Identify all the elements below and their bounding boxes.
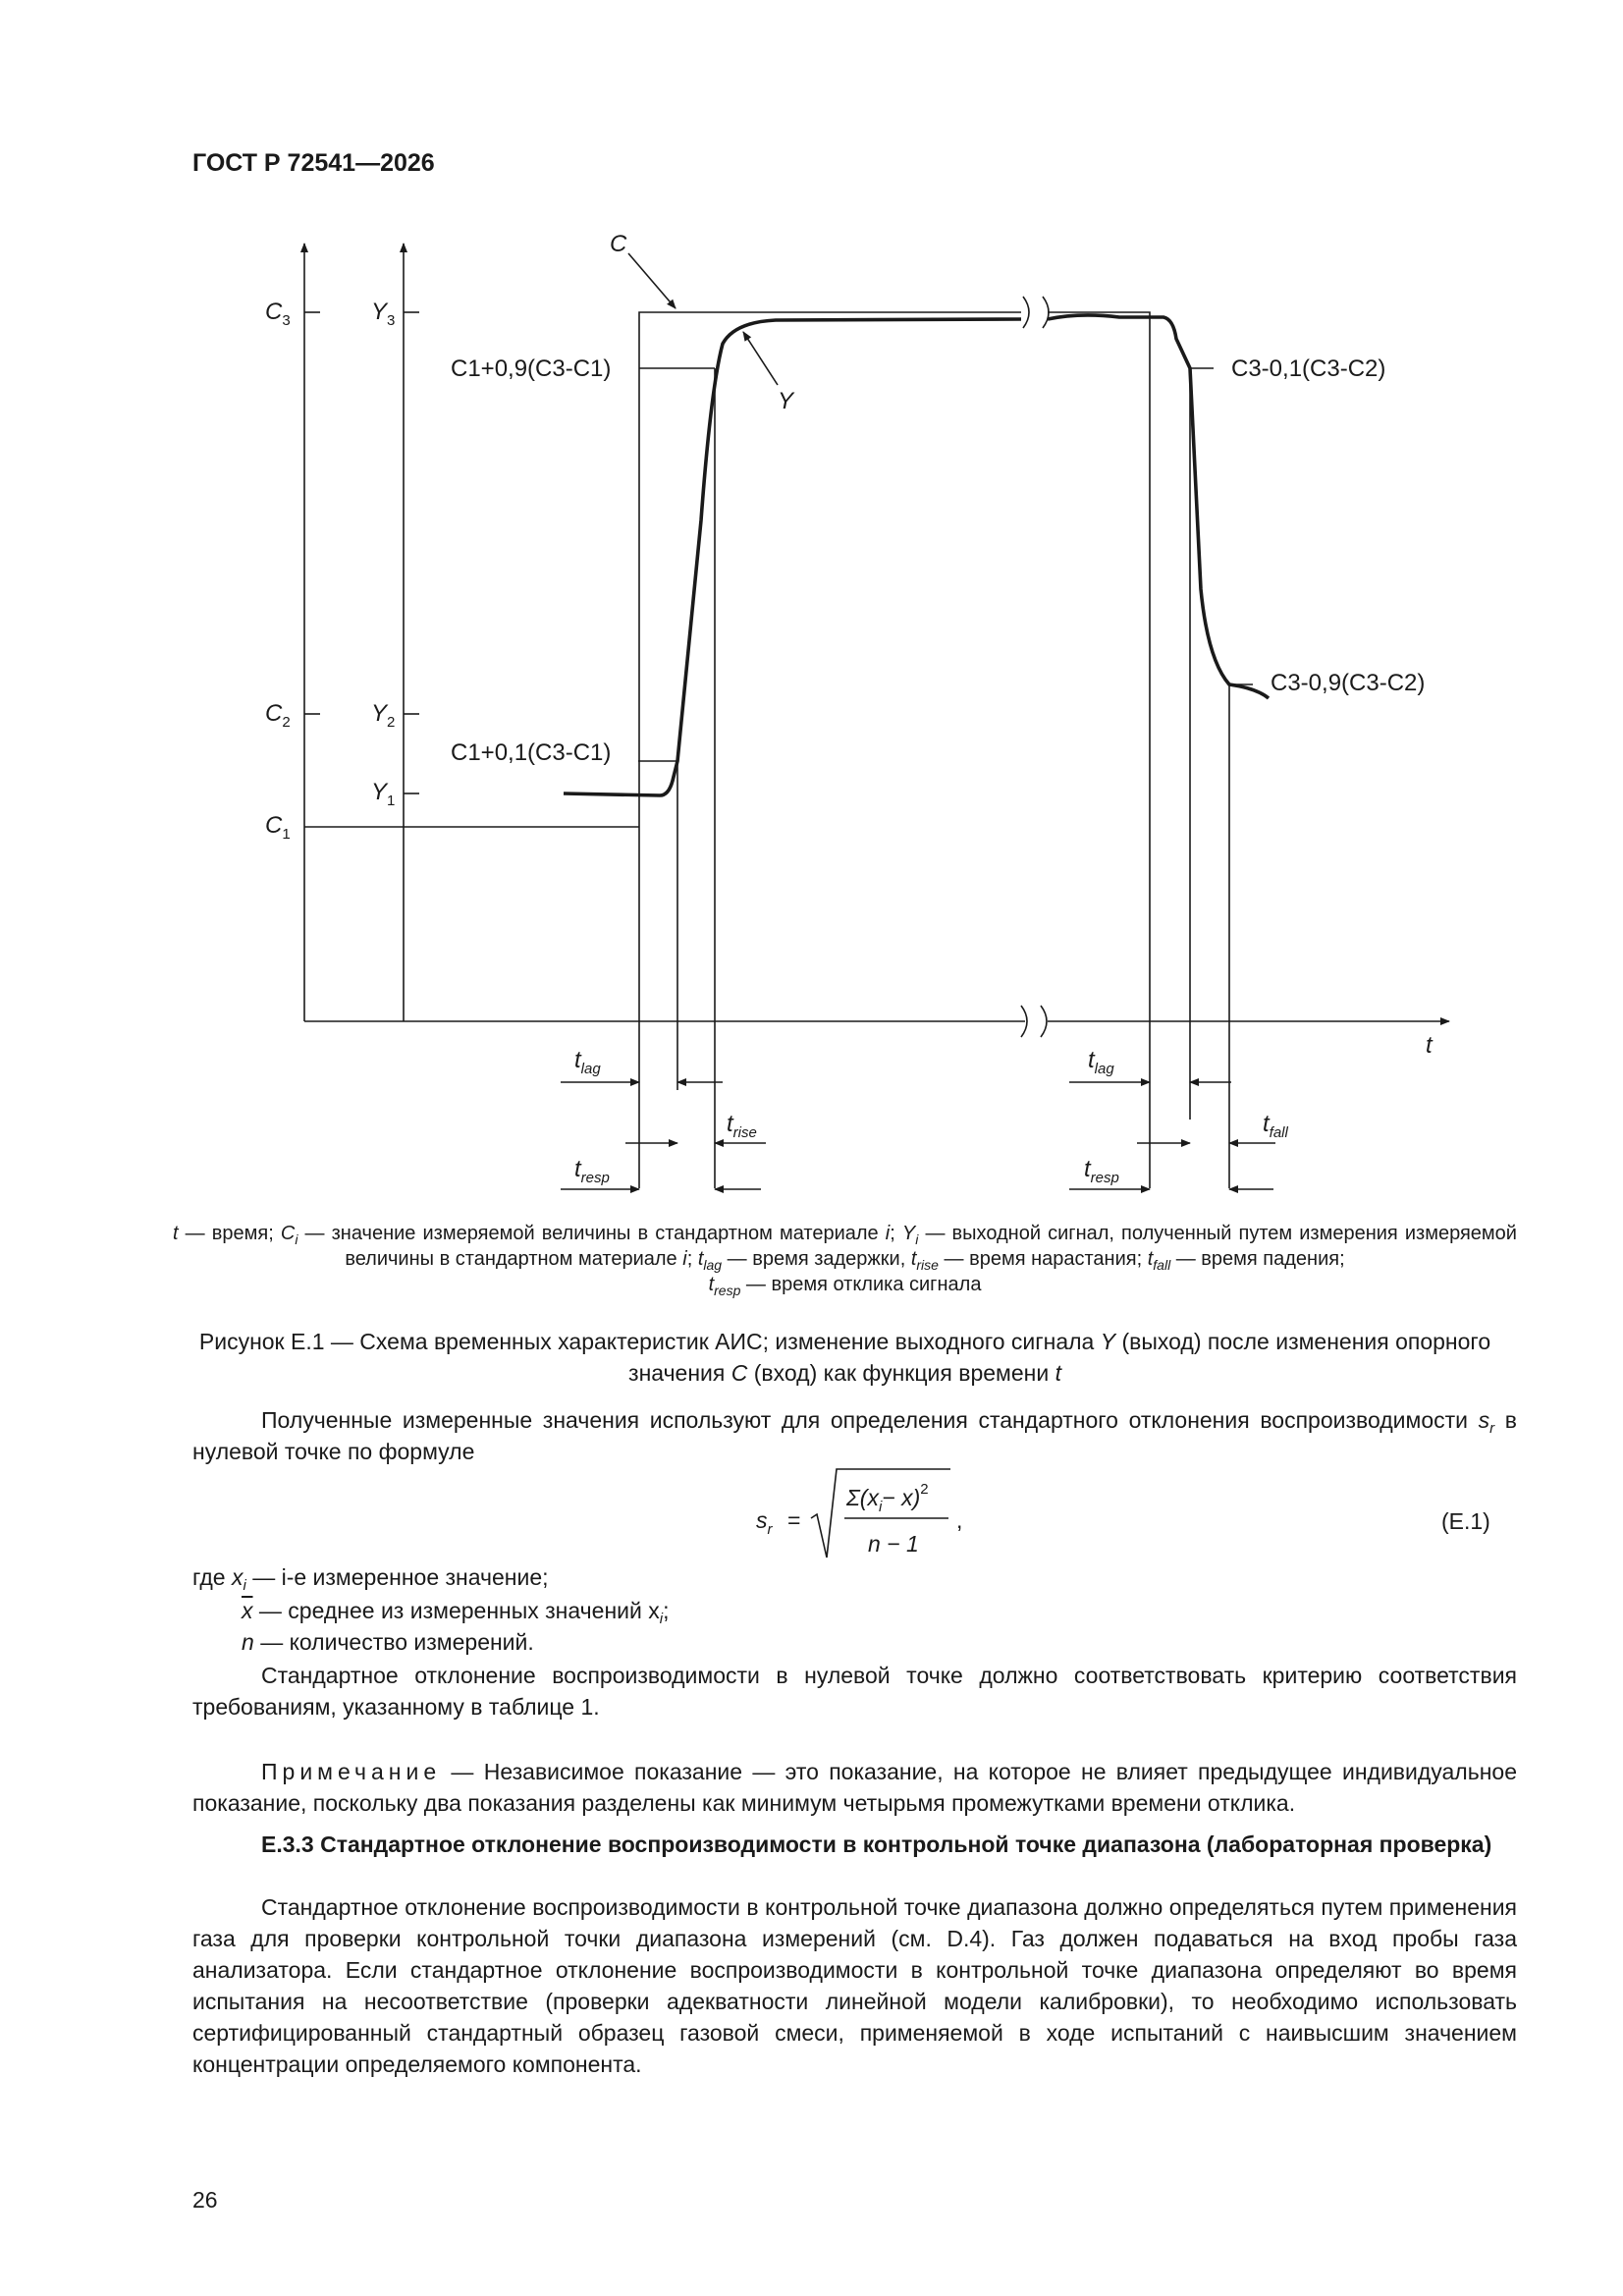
equation-number: (Е.1) [1441, 1508, 1490, 1534]
label-rise-10: C1+0,1(C3-C1) [451, 739, 612, 766]
figure-legend: t — время; $C_i$ — значение измеряемой величины в стандартном материале i; $Y_i$ — выходной сигнал, полученный путем измерения измеряемой величины в стандартном материале i; $t_{lag}$ — время задержки, $t_{rise}$ — время нарастания; $t_{fall}$ — время падения; $t_{resp}$ — время отклика сигнала [173, 1223, 1517, 1298]
label-y3: $Y_3$ [371, 299, 396, 329]
label-t-lag-2: $t_{lag}$ [1088, 1047, 1114, 1077]
section-body: Стандартное отклонение воспроизводимости в контрольной точке диапазона должно определяться путем применения газа для проверки контрольной точки диапазона измерений (см. D.4). Газ должен подаваться на вход пробы газа анализатора. Если стандартное отклонение воспроизводимости в контрольной точке диапазона определяют во время испытания на несоответствие (проверки адекватности линейной модели калибровки), то необходимо использовать сертифицированный стандартный образец газовой смеси, применяемой в ходе испытаний с наивысшим значением концентрации определяемого компонента. [192, 1894, 1517, 2077]
label-t-rise: $t_{rise}$ [727, 1111, 757, 1141]
output-signal-y [564, 315, 1269, 795]
figure-caption: Рисунок Е.1 — Схема временных характеристик АИС; изменение выходного сигнала Y (выход) после изменения опорного значения C (вход) как функция времени t [198, 1329, 1491, 1386]
svg-text:Σ(xi− x)2: $\Sigma(x_i- x)^2$ [846, 1481, 929, 1515]
formula-e1 [727, 1461, 982, 1579]
label-rise-90: C1+0,9(C3-C1) [451, 355, 612, 382]
page-header: ГОСТ Р 72541—2026 [192, 149, 435, 177]
svg-text:=: = [787, 1507, 801, 1533]
svg-text:n − 1: n − 1 [868, 1531, 919, 1557]
label-t-fall: $t_{fall}$ [1263, 1111, 1288, 1141]
definition-mean: $\overline{x}$ — среднее из измеренных значений $x_i$; [242, 1598, 670, 1627]
svg-text:,: , [956, 1507, 963, 1533]
label-y1: $Y_1$ [371, 779, 396, 809]
label-t-lag-1: $t_{lag}$ [574, 1047, 601, 1077]
section-heading: Е.3.3 Стандартное отклонение воспроизводимости в контрольной точке диапазона (лабораторная проверка) [261, 1831, 1492, 1857]
label-t: t [1426, 1032, 1433, 1059]
label-fall-90: C3-0,9(C3-C2) [1271, 670, 1426, 696]
label-fall-10: C3-0,1(C3-C2) [1231, 355, 1386, 382]
definition-n: n — количество измерений. [242, 1629, 534, 1655]
label-c2: $C_2$ [265, 700, 291, 731]
page-number: 26 [192, 2187, 218, 2213]
paragraph-intro: Полученные измеренные значения используют для определения стандартного отклонения воспроизводимости $s_r$ в нулевой точке по формуле [192, 1407, 1517, 1464]
note: Примечание — Независимое показание — это показание, на которое не влияет предыдущее индивидуальное показание, поскольку два показания разделены как минимум четырьмя промежутками времени отклика. [192, 1759, 1517, 1816]
definition-xi: где $x_i$ — i-е измеренное значение; [192, 1564, 549, 1594]
input-step-c [639, 312, 1021, 1021]
svg-text:sr: $s_r$ [756, 1507, 773, 1538]
paragraph-criteria: Стандартное отклонение воспроизводимости в нулевой точке должно соответствовать критерию соответствия требованиям, указанному в таблице 1. [192, 1663, 1517, 1720]
label-c3: $C_3$ [265, 299, 291, 329]
label-c: C [610, 231, 627, 257]
label-t-resp-1: $t_{resp}$ [574, 1156, 610, 1186]
label-t-resp-2: $t_{resp}$ [1084, 1156, 1119, 1186]
label-c1: $C_1$ [265, 812, 291, 843]
label-y2: $Y_2$ [371, 700, 396, 731]
label-y: Y [778, 388, 794, 414]
